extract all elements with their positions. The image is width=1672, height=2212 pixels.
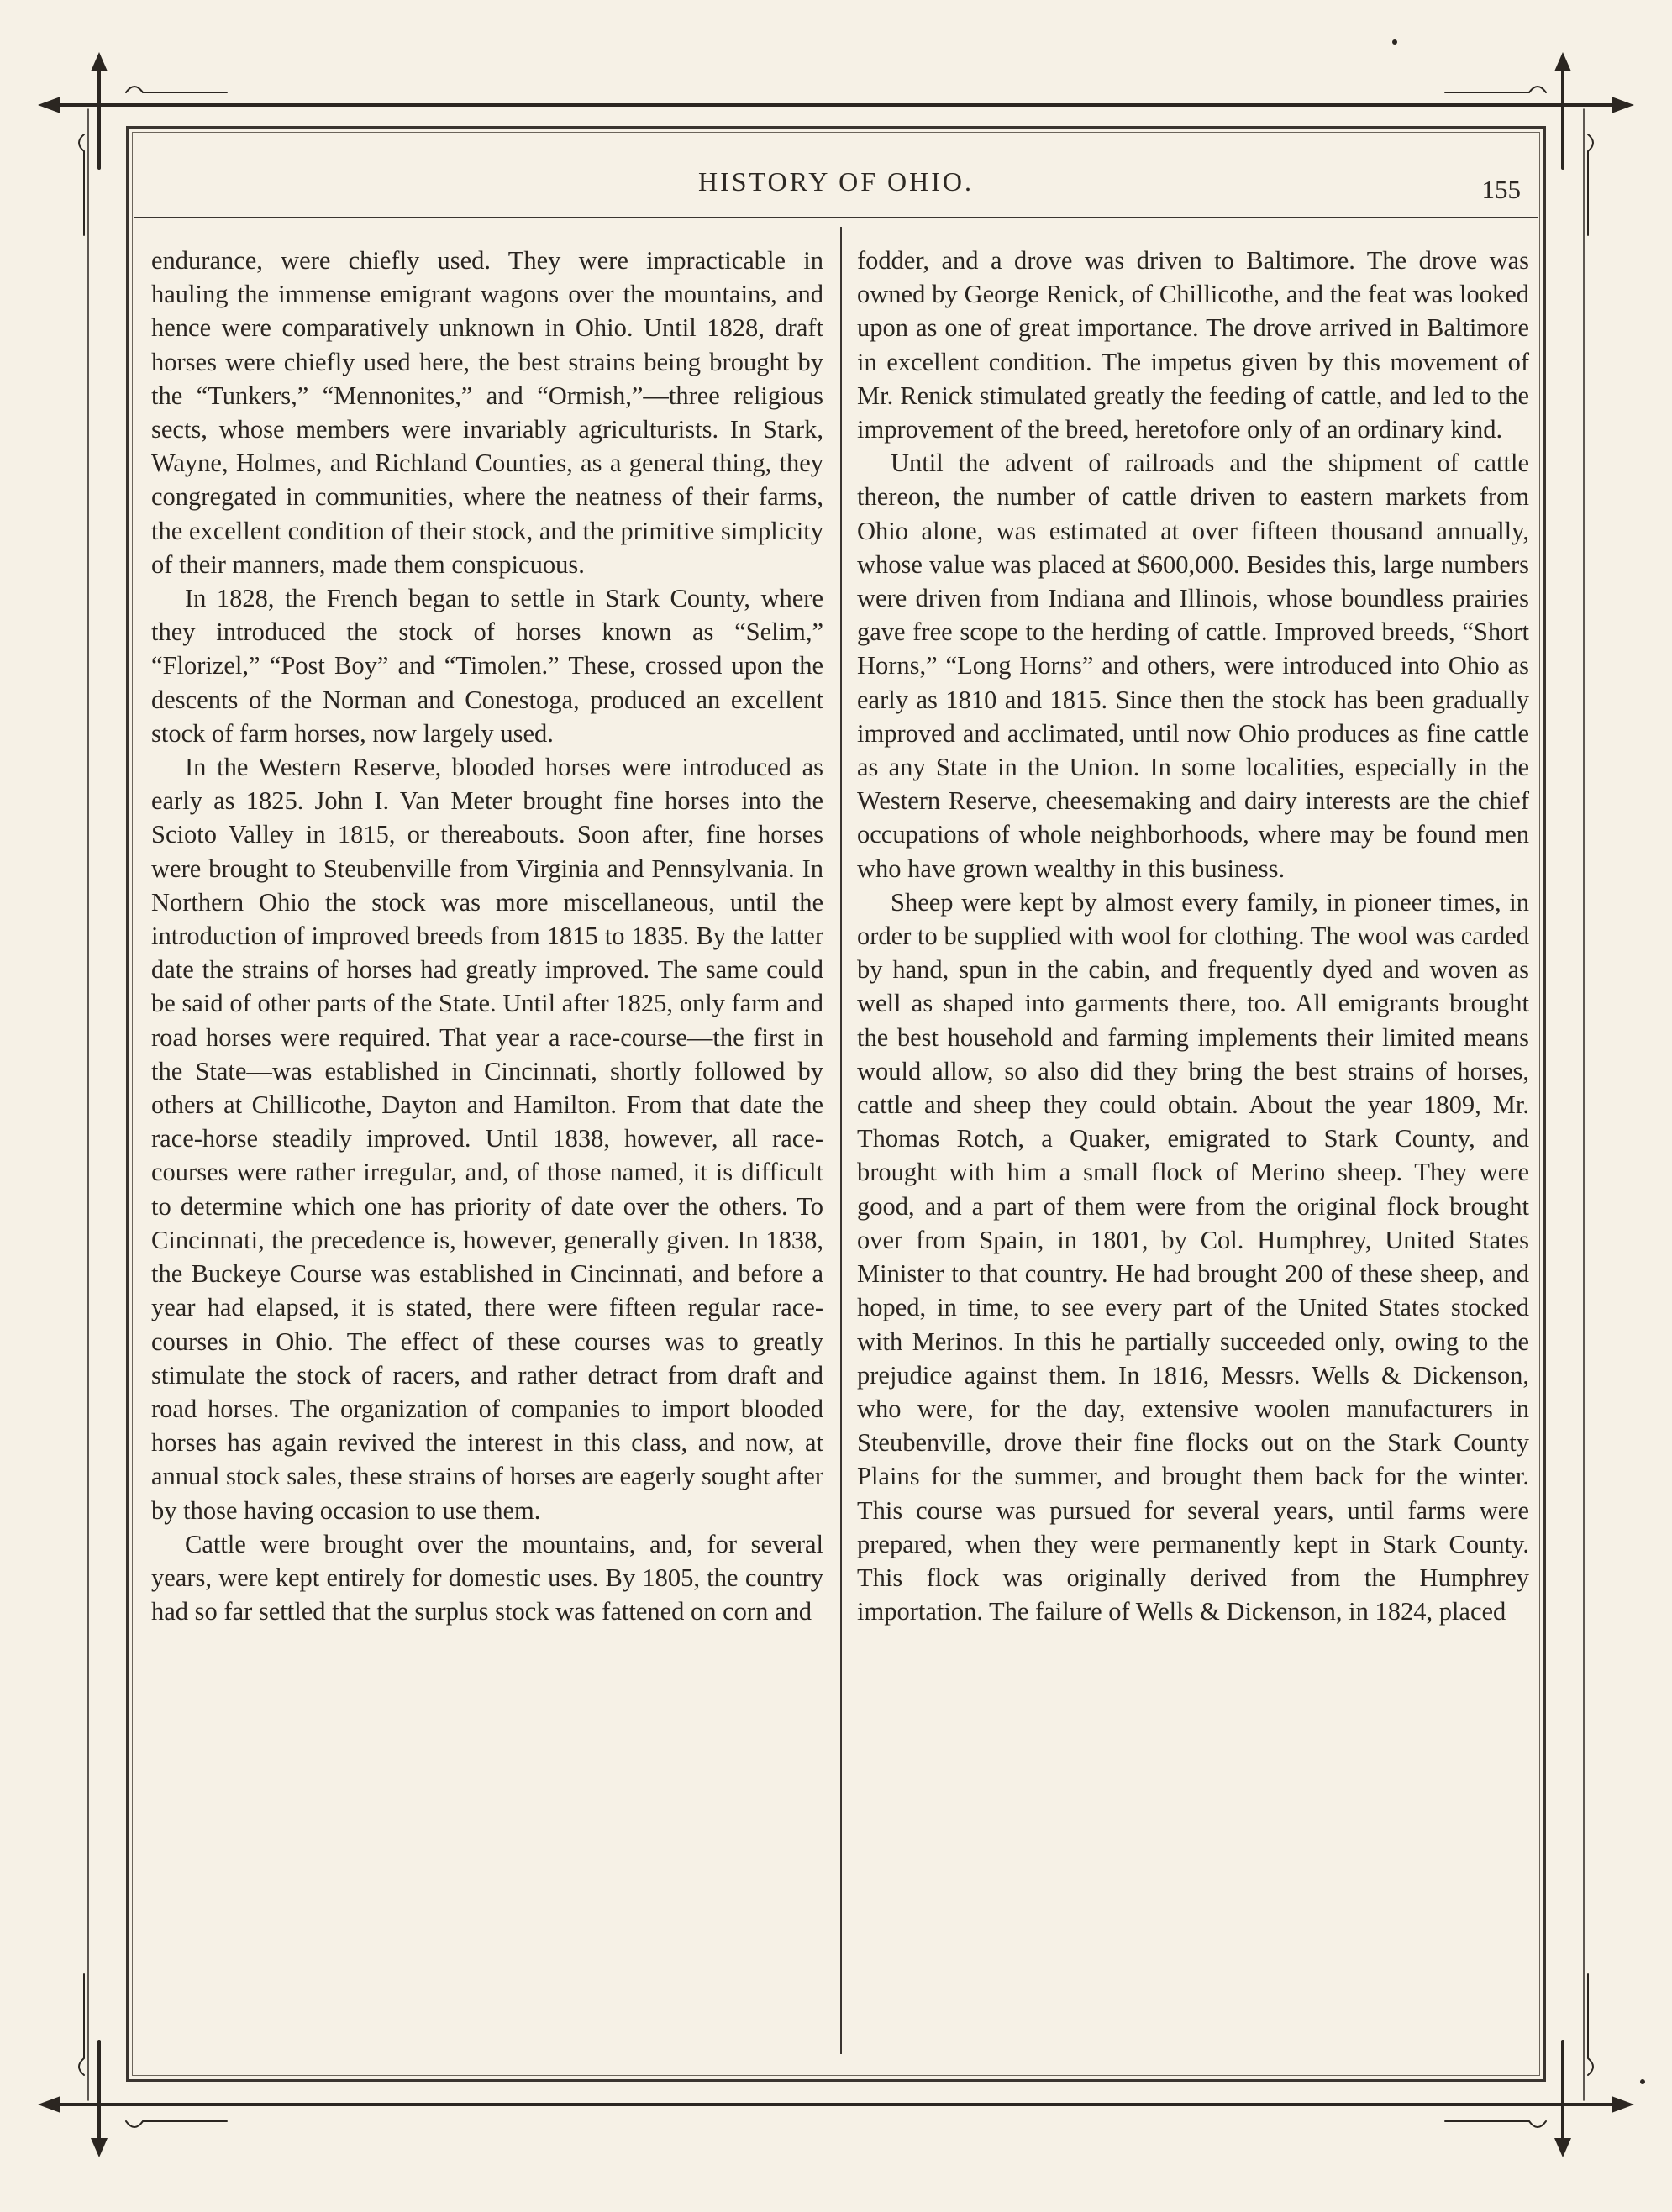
left-column (151, 244, 823, 1628)
right-column (857, 244, 1529, 1628)
paragraph: endurance, were chiefly used. They were impracticable in hauling the immense emigrant wagons over the mountains, and hence were comparatively unknown in Ohio. Until 1828, draft horses were chiefly used here, the best strains being brought by the “Tunkers,” “Mennonites,” and “Ormish,”—three religious sects, whose members were invariably agriculturists. In Stark, Wayne, Holmes, and Richland Counties, as a general thing, they congregated in communities, where the neatness of their farms, the excellent condition of their stock, and the primitive simplicity of their manners, made them conspicuous. (151, 246, 823, 579)
paragraph: fodder, and a drove was driven to Baltimore. The drove was owned by George Renick, of Chillicothe, and the feat was looked upon as one of great importance. The drove arrived in Baltimore in excellent condition. The impetus given by this movement of Mr. Renick stimulated greatly the feeding of cattle, and led to the improvement of the breed, heretofore only of an ordinary kind. (857, 246, 1529, 444)
paragraph: In the Western Reserve, blooded horses were introduced as early as 1825. John I. Van Meter brought fine horses into the Scioto Valley in 1815, or thereabouts. Soon after, fine horses were brought to Steubenville from Virginia and Pennsylvania. In Northern Ohio the stock was more miscellaneous, until the introduction of improved breeds from 1815 to 1835. By the latter date the strains of horses had greatly improved. The same could be said of other parts of the State. Until after 1825, only farm and road horses were required. That year a race-course—the first in the State—was established in Cincinnati, shortly followed by others at Chillicothe, Dayton and Hamilton. From that date the race-horse steadily improved. Until 1838, however, all race-courses were rather irregular, and, of those named, it is difficult to determine which one has priority of date over the others. To Cincinnati, the precedence is, however, generally given. In 1838, the Buckeye Course was established in Cincinnati, and before a year had elapsed, it is stated, there were fifteen regular race-courses in Ohio. The effect of these courses was to greatly stimulate the stock of racers, and rather detract from draft and road horses. The organization of companies to import blooded horses has again revived the interest in this class, and now, at annual stock sales, these strains of horses are eagerly sought after by those having occasion to use them. (151, 753, 823, 1525)
header-rule (134, 217, 1538, 218)
paragraph: Sheep were kept by almost every family, in pioneer times, in order to be supplied with wool for clothing. The wool was carded by hand, spun in the cabin, and frequently dyed and woven as well as shaped into garments there, too. All emigrants brought the best household and farming implements their limited means would allow, so also did they bring the best strains of horses, cattle and sheep they could obtain. About the year 1809, Mr. Thomas Rotch, a Quaker, emigrated to Stark County, and brought with him a small flock of Merino sheep. They were good, and a part of them were from the original flock brought over from Spain, in 1801, by Col. Humphrey, United States Minister to that country. He had brought 200 of these sheep, and hoped, in time, to see every part of the United States stocked with Merinos. In this he partially succeeded only, owing to the prejudice against them. In 1816, Messrs. Wells & Dickenson, who were, for the day, extensive woolen manufacturers in Steubenville, drove their fine flocks out on the Stark County Plains for the summer, and brought them back for the winter. This course was pursued for several years, until farms were prepared, when they were permanently kept in Stark County. This flock was originally derived from the Humphrey importation. The failure of Wells & Dickenson, in 1824, placed (857, 887, 1529, 1626)
running-head-title: HISTORY OF OHIO. (697, 166, 975, 197)
paragraph: Cattle were brought over the mountains, and, for several years, were kept entirely for domestic uses. By 1805, the country had so far settled that the surplus stock was fattened on corn and (151, 1529, 823, 1626)
page-number: 155 (1481, 175, 1521, 204)
column-divider (840, 227, 842, 2054)
paragraph: Until the advent of railroads and the shipment of cattle thereon, the number of cattle driven to eastern markets from Ohio alone, was estimated at over fifteen thousand annually, whose value was placed at $600,000. Besides this, large numbers were driven from Indiana and Illinois, whose boundless prairies gave free scope to the herding of cattle. Improved breeds, “Short Horns,” “Long Horns” and others, were introduced into Ohio as early as 1810 and 1815. Since then the stock has been gradually improved and acclimated, until now Ohio produces as fine cattle as any State in the Union. In some localities, especially in the Western Reserve, cheesemaking and dairy interests are the chief occupations of whole neighborhoods, where may be found men who have grown wealthy in this business. (857, 449, 1529, 883)
paragraph: In 1828, the French began to settle in Stark County, where they introduced the stock of horses known as “Selim,” “Florizel,” “Post Boy” and “Timolen.” These, crossed upon the descents of the Norman and Conestoga, produced an excellent stock of farm horses, now largely used. (151, 584, 823, 748)
